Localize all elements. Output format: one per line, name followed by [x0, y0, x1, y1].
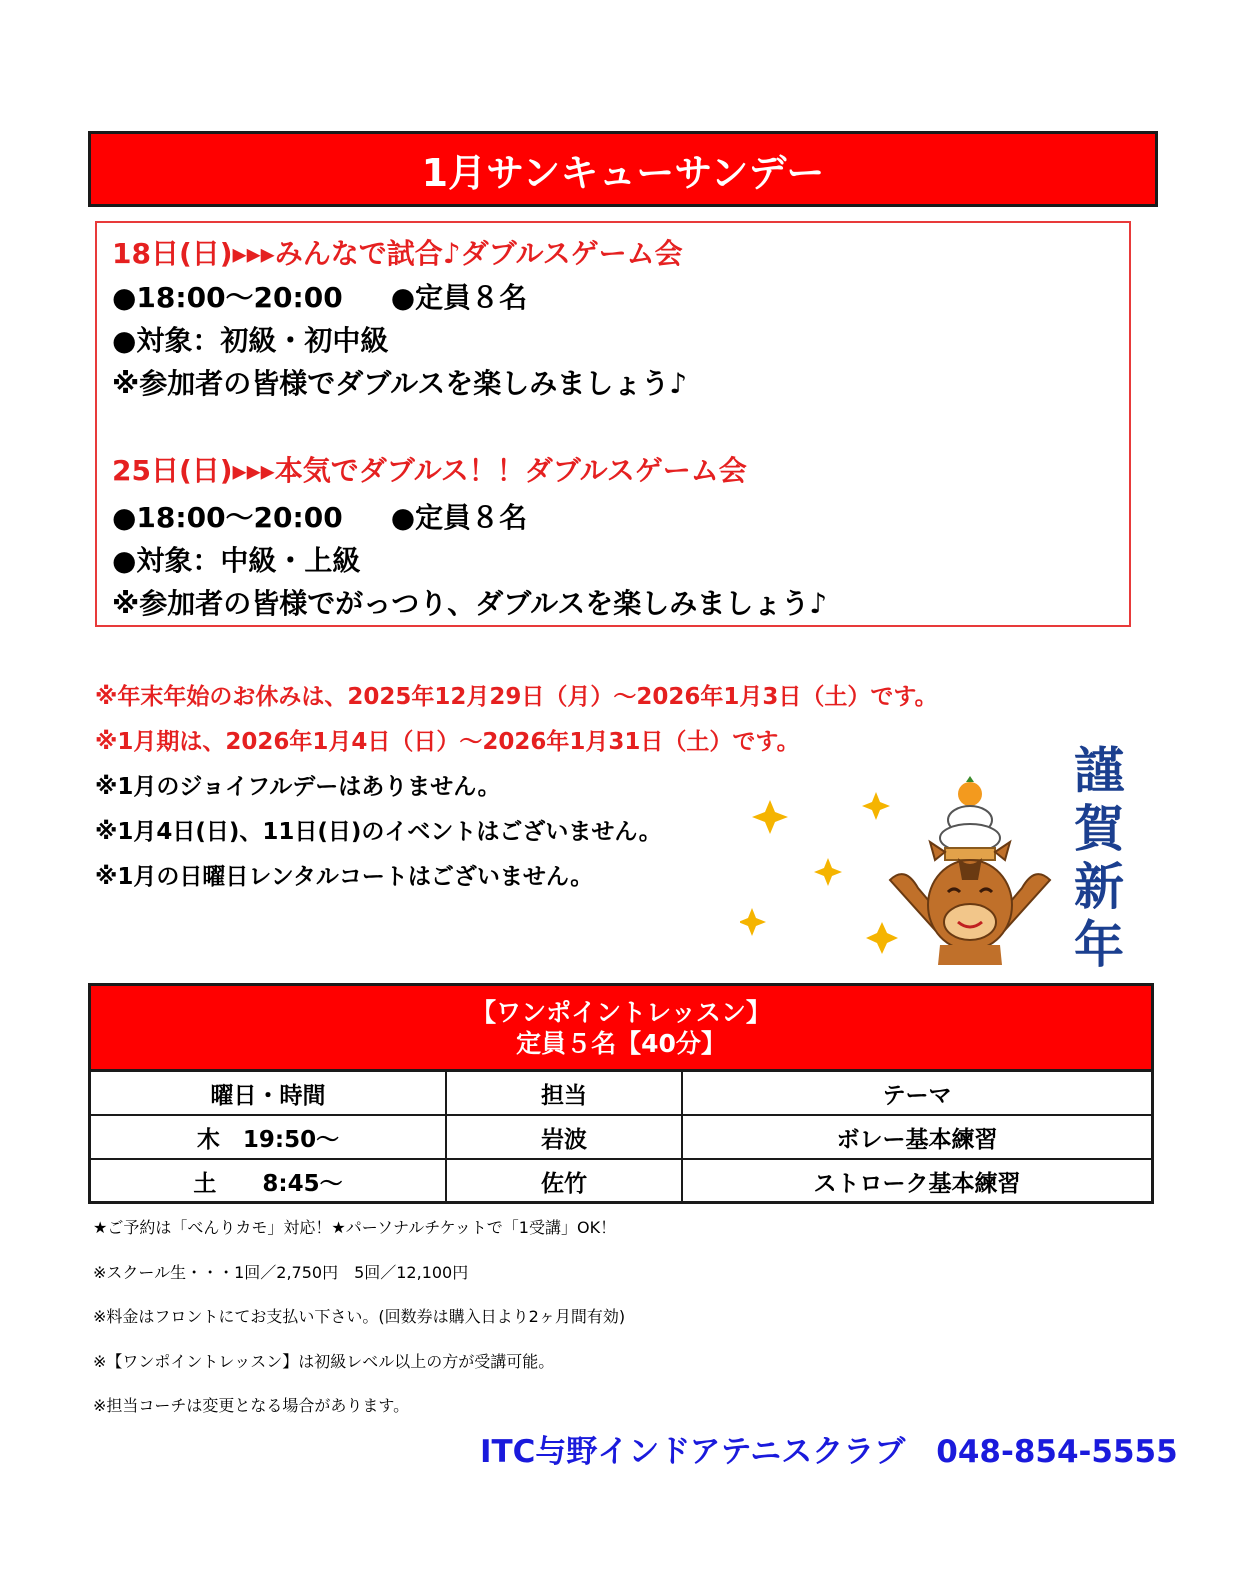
- lesson-subtitle: 定員５名【40分】: [516, 1028, 726, 1058]
- cell-coach: 佐竹: [446, 1159, 682, 1202]
- footnote-coach-change: ※担当コーチは変更となる場合があります。: [93, 1396, 410, 1415]
- event-2-target: ●対象：中級・上級: [112, 544, 361, 577]
- kinga-shinnen-greeting: 謹 賀 新 年: [1074, 741, 1124, 974]
- cell-coach: 岩波: [446, 1115, 682, 1159]
- footnote-price: ※スクール生・・・1回／2,750円 5回／12,100円: [93, 1263, 469, 1282]
- event-1-capacity: ●定員８名: [390, 281, 528, 314]
- footnote-payment: ※料金はフロントにてお支払い下さい。(回数券は購入日より2ヶ月間有効): [93, 1307, 626, 1326]
- cell-day-time: 木 19:50～: [91, 1115, 446, 1159]
- event-2-heading: 25日(日)▸▸▸本気でダブルス！！ダブルスゲーム会: [112, 454, 747, 487]
- event-2-note: ※参加者の皆様でがっつり、ダブルスを楽しみましょう♪: [112, 587, 828, 620]
- event-2-time-capacity: [112, 496, 527, 536]
- event-2-capacity: ●定員８名: [390, 501, 528, 534]
- footnote-booking: ★ご予約は「べんりカモ」対応！★パーソナルチケットで「1受講」OK！: [93, 1218, 617, 1237]
- notice-january-term: ※1月期は、2026年1月4日（日）～2026年1月31日（土）です。: [95, 729, 800, 755]
- lesson-title: 【ワンポイントレッスン】: [471, 997, 771, 1027]
- cell-theme: ボレー基本練習: [682, 1115, 1151, 1159]
- event-1-heading: 18日(日)▸▸▸みんなで試合♪ダブルスゲーム会: [112, 237, 683, 270]
- cell-day-time: 土 8:45～: [91, 1159, 446, 1202]
- one-point-lesson-table: [88, 983, 1154, 1204]
- event-1-time-capacity: [112, 276, 527, 316]
- notice-joyful-day: ※1月のジョイフルデーはありません。: [95, 774, 501, 800]
- event-1-note: ※参加者の皆様でダブルスを楽しみましょう♪: [112, 367, 688, 400]
- notice-no-event: ※1月4日(日)、11日(日)のイベントはございません。: [95, 819, 662, 845]
- club-contact: ITC与野インドアテニスクラブ 048-854-5555: [480, 1434, 1178, 1470]
- lesson-header: [91, 986, 1151, 1072]
- event-1-target: ●対象：初級・初中級: [112, 324, 389, 357]
- col-header-theme: テーマ: [682, 1072, 1151, 1115]
- notice-holiday: ※年末年始のお休みは、2025年12月29日（月）～2026年1月3日（土）です。: [95, 684, 938, 710]
- table-header-row: [91, 1072, 1151, 1115]
- page-banner-title: 1月サンキューサンデー: [88, 131, 1158, 207]
- event-1-time: ●18:00～20:00: [112, 281, 343, 314]
- table-row: [91, 1159, 1151, 1202]
- col-header-coach: 担当: [446, 1072, 682, 1115]
- notice-no-rental: ※1月の日曜日レンタルコートはございません。: [95, 864, 594, 890]
- event-2-time: ●18:00～20:00: [112, 501, 343, 534]
- col-header-day-time: 曜日・時間: [91, 1072, 446, 1115]
- table-row: [91, 1115, 1151, 1159]
- footnote-level: ※【ワンポイントレッスン】は初級レベル以上の方が受講可能。: [93, 1352, 555, 1371]
- new-year-horse-kagami-mochi-icon: [740, 770, 1070, 970]
- cell-theme: ストローク基本練習: [682, 1159, 1151, 1202]
